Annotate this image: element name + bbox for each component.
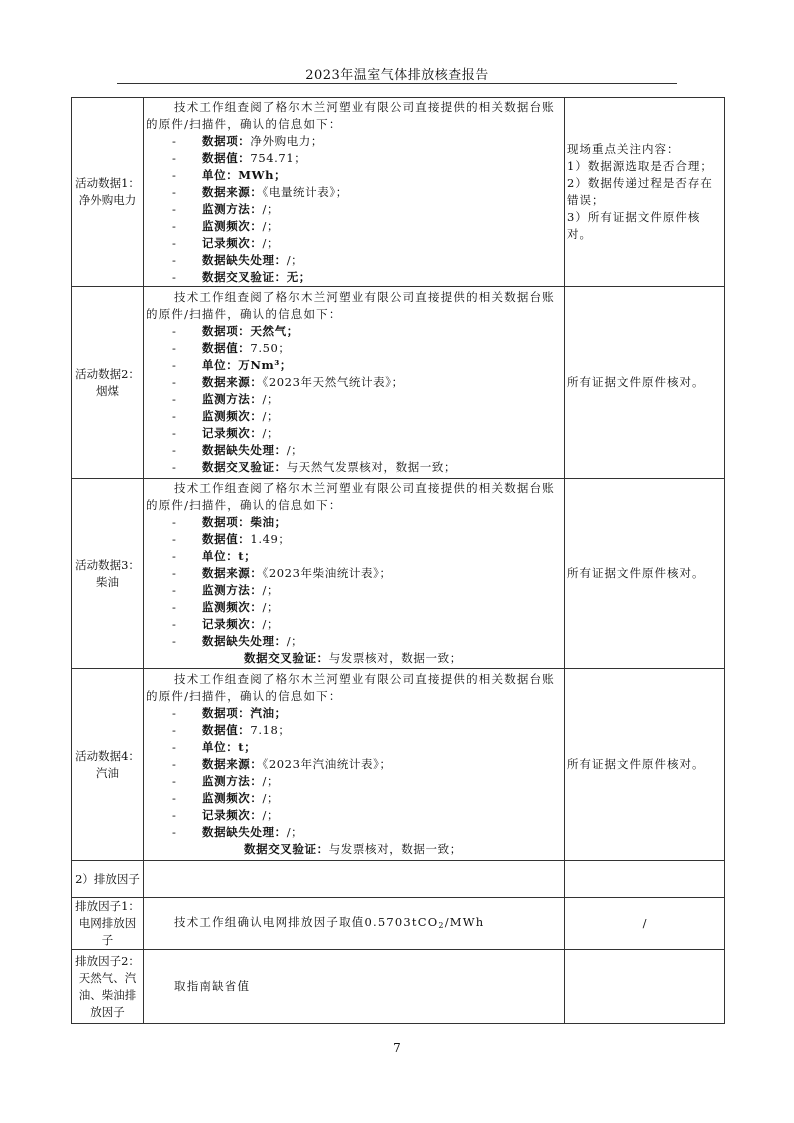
row-details bbox=[144, 669, 565, 861]
table-row bbox=[72, 287, 725, 479]
bullet-dash: - bbox=[172, 791, 177, 805]
item-key: 数据项：柴油； bbox=[202, 515, 287, 529]
bullet-dash: - bbox=[172, 392, 177, 406]
list-item bbox=[144, 756, 564, 773]
list-item bbox=[144, 235, 564, 252]
item-key: 监测方法： bbox=[202, 583, 263, 597]
list-item bbox=[144, 565, 564, 582]
list-item bbox=[144, 425, 564, 442]
bullet-dash: - bbox=[172, 757, 177, 771]
list-item bbox=[144, 442, 564, 459]
item-key: 数据交叉验证： bbox=[202, 460, 287, 474]
item-key: 数据项：汽油； bbox=[202, 706, 287, 720]
empty-cell bbox=[144, 861, 565, 898]
item-value: /； bbox=[286, 252, 304, 267]
item-key: 数据值： bbox=[202, 341, 251, 355]
bullet-dash: - bbox=[172, 358, 177, 372]
item-value: 《2023年天然气统计表》； bbox=[262, 375, 404, 389]
list-item bbox=[144, 616, 564, 633]
table-row bbox=[72, 861, 725, 898]
list-item bbox=[144, 790, 564, 807]
list-item bbox=[144, 133, 564, 150]
item-value: /； bbox=[262, 409, 280, 423]
bullet-dash: - bbox=[172, 443, 177, 457]
list-item bbox=[144, 357, 564, 374]
row-intro: 技术工作组查阅了格尔木兰河塑业有限公司直接提供的相关数据台账的原件/扫描件，确认的信息如下： bbox=[146, 99, 555, 131]
bullet-dash: - bbox=[172, 808, 177, 822]
item-key: 数据交叉验证：无； bbox=[202, 269, 311, 284]
bullet-dash: - bbox=[172, 532, 177, 546]
item-key: 监测方法： bbox=[202, 774, 263, 788]
item-value: /； bbox=[262, 218, 280, 233]
list-item bbox=[144, 722, 564, 739]
note-line: 2）数据传递过程是否存在错误； bbox=[567, 176, 713, 207]
bullet-dash: - bbox=[172, 409, 177, 423]
note-line: 所有证据文件原件核对。 bbox=[567, 757, 705, 771]
bullet-dash: - bbox=[172, 583, 177, 597]
list-item bbox=[144, 374, 564, 391]
item-value: 与发票核对，数据一致； bbox=[328, 651, 462, 665]
item-key: 数据交叉验证： bbox=[244, 651, 329, 665]
row-label: 活动数据2：烟煤 bbox=[72, 287, 144, 479]
bullet-dash: - bbox=[172, 723, 177, 737]
note-line: 3）所有证据文件原件核对。 bbox=[567, 210, 701, 241]
item-key: 记录频次： bbox=[202, 235, 263, 250]
item-value: 754.71； bbox=[250, 150, 307, 165]
item-key: 记录频次： bbox=[202, 617, 263, 631]
bullet-dash: - bbox=[172, 566, 177, 580]
list-item bbox=[144, 391, 564, 408]
item-value: 《2023年汽油统计表》； bbox=[262, 757, 392, 771]
bullet-dash: - bbox=[172, 740, 177, 754]
table-row bbox=[72, 98, 725, 287]
item-value: 净外购电力； bbox=[250, 133, 324, 148]
bullet-dash: - bbox=[172, 375, 177, 389]
factor-text bbox=[144, 898, 565, 950]
item-key: 数据缺失处理： bbox=[202, 252, 287, 267]
bullet-dash: - bbox=[172, 600, 177, 614]
factor-note: / bbox=[565, 898, 725, 950]
bullet-dash: - bbox=[172, 184, 177, 199]
row-note bbox=[565, 479, 725, 669]
list-item bbox=[144, 459, 564, 476]
bullet-dash: - bbox=[172, 252, 177, 267]
bullet-dash: - bbox=[172, 549, 177, 563]
list-item bbox=[144, 184, 564, 201]
item-value: 《2023年柴油统计表》； bbox=[262, 566, 392, 580]
list-item bbox=[144, 773, 564, 790]
factor-subscript: 2 bbox=[438, 920, 445, 930]
bullet-dash: - bbox=[172, 269, 177, 284]
item-key: 数据来源： bbox=[202, 566, 263, 580]
empty-cell bbox=[565, 861, 725, 898]
list-item bbox=[144, 633, 564, 650]
list-item bbox=[144, 599, 564, 616]
item-key: 数据项： bbox=[202, 133, 251, 148]
table-row bbox=[72, 950, 725, 1024]
row-label: 活动数据3：柴油 bbox=[72, 479, 144, 669]
row-note bbox=[565, 287, 725, 479]
bullet-dash: - bbox=[172, 133, 177, 148]
item-value: /； bbox=[262, 583, 280, 597]
row-details bbox=[144, 479, 565, 669]
item-key: 单位：t； bbox=[202, 740, 257, 754]
item-key: 监测频次： bbox=[202, 218, 263, 233]
item-key: 数据缺失处理： bbox=[202, 825, 287, 839]
list-item bbox=[144, 269, 564, 286]
list-item bbox=[144, 514, 564, 531]
item-key: 单位：MWh； bbox=[202, 167, 287, 182]
bullet-dash: - bbox=[172, 150, 177, 165]
item-key: 单位：t； bbox=[202, 549, 257, 563]
item-key: 数据值： bbox=[202, 150, 251, 165]
item-key: 数据缺失处理： bbox=[202, 443, 287, 457]
factor-label: 排放因子1：电网排放因子 bbox=[72, 898, 144, 950]
list-item bbox=[144, 408, 564, 425]
header-divider bbox=[117, 83, 677, 84]
factor-line: 取指南缺省值 bbox=[174, 979, 251, 993]
factor-line bbox=[144, 914, 564, 934]
list-item bbox=[144, 218, 564, 235]
list-item bbox=[144, 807, 564, 824]
factor-note bbox=[565, 950, 725, 1024]
item-key: 监测方法： bbox=[202, 392, 263, 406]
page-header-title: 2023年温室气体排放核查报告 bbox=[305, 68, 489, 83]
bullet-dash: - bbox=[172, 825, 177, 839]
factor-text-pre: 技术工作组确认电网排放因子取值0.5703tCO bbox=[174, 914, 439, 929]
item-value: /； bbox=[286, 825, 304, 839]
item-value: /； bbox=[286, 634, 304, 648]
note-line: 所有证据文件原件核对。 bbox=[567, 566, 705, 580]
item-key: 数据缺失处理： bbox=[202, 634, 287, 648]
list-item bbox=[144, 323, 564, 340]
bullet-dash: - bbox=[172, 341, 177, 355]
item-value: 与发票核对，数据一致； bbox=[328, 842, 462, 856]
verification-table bbox=[71, 97, 725, 1024]
bullet-dash: - bbox=[172, 460, 177, 474]
item-key: 监测频次： bbox=[202, 791, 263, 805]
item-value: /； bbox=[262, 201, 280, 216]
item-value: /； bbox=[262, 392, 280, 406]
item-value: /； bbox=[262, 235, 280, 250]
list-item-tail bbox=[144, 650, 564, 667]
item-value: /； bbox=[286, 443, 304, 457]
item-key: 监测频次： bbox=[202, 409, 263, 423]
item-value: /； bbox=[262, 774, 280, 788]
list-item bbox=[144, 582, 564, 599]
table-row bbox=[72, 898, 725, 950]
item-key: 数据来源： bbox=[202, 375, 263, 389]
list-item bbox=[144, 252, 564, 269]
item-key: 数据项：天然气； bbox=[202, 324, 299, 338]
bullet-dash: - bbox=[172, 617, 177, 631]
bullet-dash: - bbox=[172, 235, 177, 250]
section-label: 2）排放因子 bbox=[72, 861, 144, 898]
list-item bbox=[144, 531, 564, 548]
item-key: 监测频次： bbox=[202, 600, 263, 614]
factor-text bbox=[144, 950, 565, 1024]
list-item bbox=[144, 150, 564, 167]
list-item bbox=[144, 705, 564, 722]
item-value: 《电量统计表》； bbox=[262, 184, 348, 199]
item-value: /； bbox=[262, 426, 280, 440]
row-intro: 技术工作组查阅了格尔木兰河塑业有限公司直接提供的相关数据台账的原件/扫描件，确认的信息如下： bbox=[146, 290, 555, 321]
note-line: 1）数据源选取是否合理； bbox=[567, 159, 713, 173]
item-key: 记录频次： bbox=[202, 426, 263, 440]
page-number: 7 bbox=[393, 1041, 401, 1055]
table-row bbox=[72, 479, 725, 669]
bullet-dash: - bbox=[172, 324, 177, 338]
row-label: 活动数据4：汽油 bbox=[72, 669, 144, 861]
bullet-dash: - bbox=[172, 774, 177, 788]
note-line: 所有证据文件原件核对。 bbox=[567, 375, 705, 389]
item-value: 与天然气发票核对，数据一致； bbox=[286, 460, 457, 474]
bullet-dash: - bbox=[172, 515, 177, 529]
bullet-dash: - bbox=[172, 201, 177, 216]
list-item bbox=[144, 739, 564, 756]
row-details bbox=[144, 98, 565, 287]
item-value: 7.18； bbox=[250, 723, 291, 737]
list-item bbox=[144, 548, 564, 565]
row-intro: 技术工作组查阅了格尔木兰河塑业有限公司直接提供的相关数据台账的原件/扫描件，确认的信息如下： bbox=[146, 481, 555, 512]
list-item bbox=[144, 167, 564, 184]
table-row bbox=[72, 669, 725, 861]
factor-label: 排放因子2：天然气、汽油、柴油排放因子 bbox=[72, 950, 144, 1024]
row-note bbox=[565, 98, 725, 287]
bullet-dash: - bbox=[172, 218, 177, 233]
item-key: 数据来源： bbox=[202, 184, 263, 199]
list-item bbox=[144, 824, 564, 841]
item-key: 数据值： bbox=[202, 532, 251, 546]
row-note bbox=[565, 669, 725, 861]
bullet-dash: - bbox=[172, 634, 177, 648]
item-key: 单位：万Nm³； bbox=[202, 358, 293, 372]
item-key: 数据来源： bbox=[202, 757, 263, 771]
note-line: 现场重点关注内容： bbox=[567, 142, 680, 156]
list-item bbox=[144, 340, 564, 357]
bullet-dash: - bbox=[172, 426, 177, 440]
row-details bbox=[144, 287, 565, 479]
list-item-tail bbox=[144, 841, 564, 858]
item-key: 监测方法： bbox=[202, 201, 263, 216]
row-label: 活动数据1：净外购电力 bbox=[72, 98, 144, 287]
item-key: 数据值： bbox=[202, 723, 251, 737]
item-value: /； bbox=[262, 791, 280, 805]
factor-text-post: /MWh bbox=[444, 914, 485, 929]
item-value: /； bbox=[262, 617, 280, 631]
item-value: /； bbox=[262, 600, 280, 614]
bullet-dash: - bbox=[172, 706, 177, 720]
list-item bbox=[144, 201, 564, 218]
bullet-dash: - bbox=[172, 167, 177, 182]
item-value: 1.49； bbox=[250, 532, 291, 546]
item-key: 数据交叉验证： bbox=[244, 842, 329, 856]
row-intro: 技术工作组查阅了格尔木兰河塑业有限公司直接提供的相关数据台账的原件/扫描件，确认的信息如下： bbox=[146, 672, 555, 703]
item-value: /； bbox=[262, 808, 280, 822]
item-key: 记录频次： bbox=[202, 808, 263, 822]
item-value: 7.50； bbox=[250, 341, 291, 355]
